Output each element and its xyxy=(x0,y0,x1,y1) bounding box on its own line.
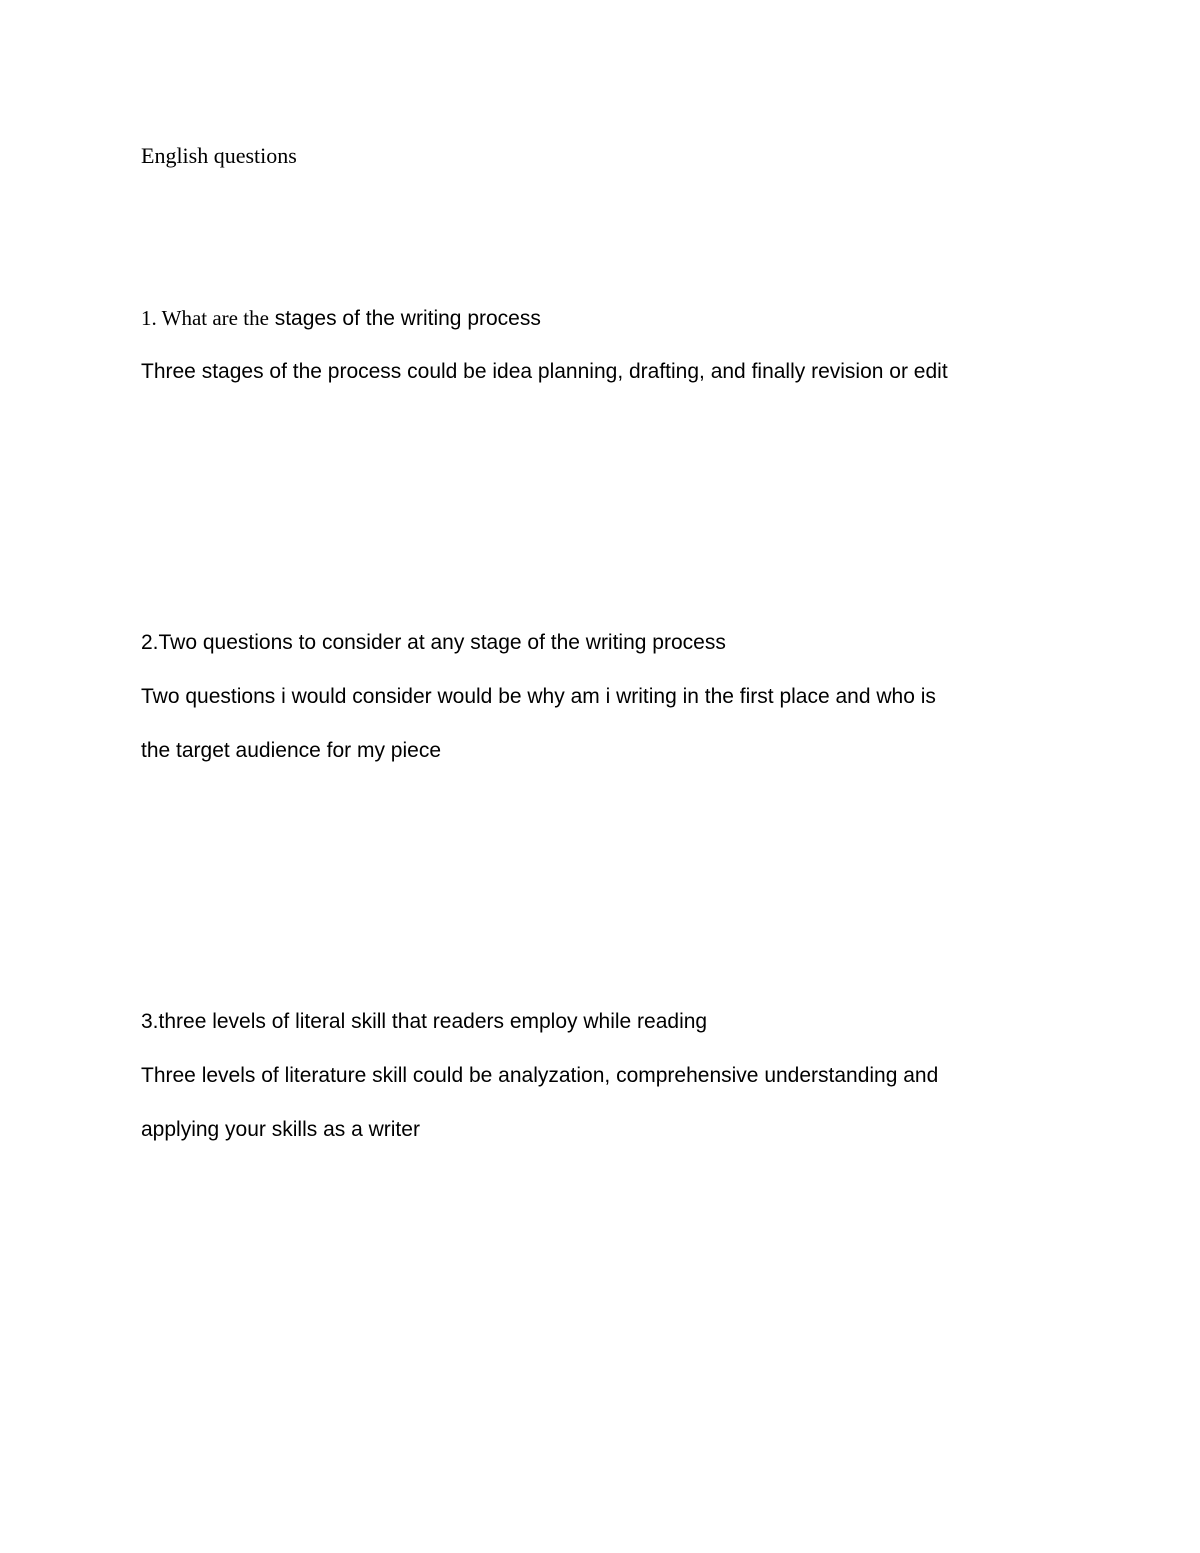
answer-3-line-2: applying your skills as a writer xyxy=(141,1118,420,1141)
question-2: 2.Two questions to consider at any stage of the writing process xyxy=(141,631,726,654)
answer-2-line-1: Two questions i would consider would be why am i writing in the first place and who is xyxy=(141,685,936,708)
answer-1: Three stages of the process could be idea planning, drafting, and finally revision or edit xyxy=(141,360,948,383)
question-3: 3.three levels of literal skill that readers employ while reading xyxy=(141,1010,708,1033)
question-1-prefix: 1. What are the xyxy=(141,306,269,330)
question-1-rest: stages of the writing process xyxy=(268,307,541,330)
question-1 xyxy=(141,304,541,333)
answer-3-line-1: Three levels of literature skill could be analyzation, comprehensive understanding and xyxy=(141,1064,939,1087)
document-title: English questions xyxy=(141,143,297,168)
answer-2-line-2: the target audience for my piece xyxy=(141,739,442,762)
